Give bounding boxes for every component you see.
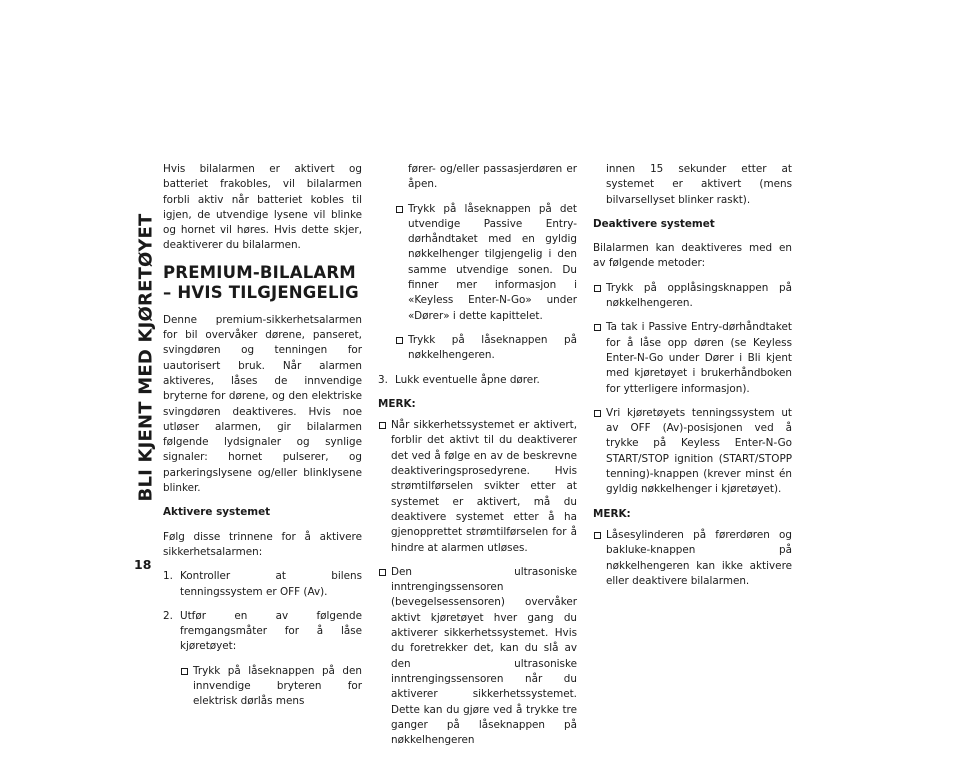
- note-text: Låsesylinderen på førerdøren og bakluke-knappen på nøkkelhengeren kan ikke aktivere eller deaktivere bilalarmen.: [606, 528, 792, 587]
- deactivate-method-3: [593, 406, 792, 498]
- checkbox-bullet-icon: [594, 410, 601, 417]
- deactivate-method-1: [593, 281, 792, 312]
- note-label: MERK:: [593, 507, 631, 520]
- deactivate-method-2: [593, 320, 792, 396]
- column-3: [593, 162, 792, 598]
- bullet-text: Vri kjøretøyets tenningssystem ut av OFF (Av)-posisjonen ved å trykke på Keyless Enter-N-Go START/STOP ignition (START/STOPP tenning)-knappen (krever minst én gyldig nøkkelhenger i kjøretøyet).: [606, 406, 792, 496]
- step-text: Kontroller at bilens tenningssystem er OFF (Av).: [180, 570, 362, 598]
- step-number: 2.: [163, 609, 173, 622]
- lock-method-2: [395, 202, 577, 324]
- checkbox-bullet-icon: [379, 569, 386, 576]
- section-heading: PREMIUM-BILALARM – HVIS TILGJENGELIG: [163, 262, 359, 302]
- bullet-text: Trykk på låseknappen på den innvendige bryteren for elektrisk dørlås mens: [193, 664, 362, 708]
- lock-method-1-continued: [408, 162, 577, 193]
- step-2: [163, 609, 362, 655]
- checkbox-bullet-icon: [181, 668, 188, 675]
- deactivate-subheading: Deaktivere systemet: [593, 217, 715, 230]
- chapter-side-title: [134, 165, 158, 550]
- checkbox-bullet-icon: [396, 206, 403, 213]
- chapter-title-text: BLI KJENT MED KJØRETØYET: [135, 213, 157, 502]
- lock-method-1: [180, 664, 362, 710]
- steps-intro: Følg disse trinnene for å aktivere sikkerhetsalarmen:: [163, 530, 362, 558]
- note-item-2: [378, 565, 577, 749]
- checkbox-bullet-icon: [396, 337, 403, 344]
- bullet-text: Trykk på låseknappen på nøkkelhengeren.: [408, 333, 577, 362]
- step-number: 3.: [378, 373, 388, 386]
- checkbox-bullet-icon: [594, 532, 601, 539]
- page-number: 18: [134, 557, 152, 572]
- methods-intro: Bilalarmen kan deaktiveres med en av følgende metoder:: [593, 242, 792, 270]
- bullet-text: Trykk på opplåsingsknappen på nøkkelhengeren.: [606, 281, 792, 310]
- description-paragraph: Denne premium-sikkerhetsalarmen for bil overvåker dørene, panseret, svingdøren og tenningen for uautorisert bruk. Når alarmen aktiveres, låses de innvendige bryterne for dørene, og den elektriske svingdøren deaktiveres. Hvis noe utløser alarmen, gir bilalarmen følgende lydsignaler og synlige signaler: hornet pulserer, og parkeringslysene og/eller blinklysene blinker.: [163, 313, 362, 495]
- bullet-text: Ta tak i Passive Entry-dørhåndtaket for å låse opp døren (se Keyless Enter-N-Go under Dører i Bli kjent med kjøretøyet i brukerhåndboken for ytterligere informasjon).: [606, 321, 792, 395]
- note-item-1: [378, 418, 577, 556]
- step-3: [378, 373, 577, 388]
- note-item-3: [593, 528, 792, 589]
- checkbox-bullet-icon: [594, 285, 601, 292]
- column-1: [163, 162, 362, 719]
- checkbox-bullet-icon: [594, 324, 601, 331]
- step-text: Utfør en av følgende fremgangsmåter for å låse kjøretøyet:: [180, 609, 362, 653]
- step-text: Lukk eventuelle åpne dører.: [395, 373, 540, 386]
- step-number: 1.: [163, 570, 173, 583]
- column-2: [378, 162, 577, 757]
- note-2-continued: innen 15 sekunder etter at systemet er aktivert (mens bilvarsellyset blinker raskt).: [606, 163, 792, 206]
- bullet-text: Trykk på låseknappen på det utvendige Passive Entry-dørhåndtaket med en gyldig nøkkelhenger tilgjengelig i den samme utvendige sonen. Du finner mer informasjon i «Keyless Enter-N-Go» under «Dører» i dette kapittelet.: [408, 202, 577, 322]
- intro-paragraph: Hvis bilalarmen er aktivert og batteriet frakobles, vil bilalarmen forbli aktiv når batteriet kobles til igjen, de utvendige lysene vil blinke og hornet vil høres. Hvis dette skjer, deaktiverer du bilalarmen.: [163, 163, 362, 252]
- step-1: [163, 569, 362, 600]
- note-text: Den ultrasoniske inntrengingssensoren (bevegelsessensoren) overvåker aktivt kjøretøyet hver gang du aktiverer sikkerhetssystemet. Hvis du foretrekker det, kan du slå av den ultrasoniske inntrengingssensoren når du aktiverer sikkerhetssystemet. Dette kan du gjøre ved å trykke tre ganger på låseknappen på nøkkelhengeren: [391, 565, 577, 747]
- note-label: MERK:: [378, 397, 416, 410]
- checkbox-bullet-icon: [379, 422, 386, 429]
- activate-subheading: Aktivere systemet: [163, 506, 271, 519]
- note-text: Når sikkerhetssystemet er aktivert, forblir det aktivt til du deaktiverer det ved å følge en av de beskrevne deaktiveringsprosedyrene. Hvis strømtilførselen svikter etter at systemet er aktivert, må du deaktivere systemet etter å ha gjenopprettet strømtilførselen for å hindre at alarmen utløses.: [391, 419, 577, 554]
- lock-method-3: [395, 333, 577, 364]
- bullet-text: fører- og/eller passasjerdøren er åpen.: [408, 163, 577, 191]
